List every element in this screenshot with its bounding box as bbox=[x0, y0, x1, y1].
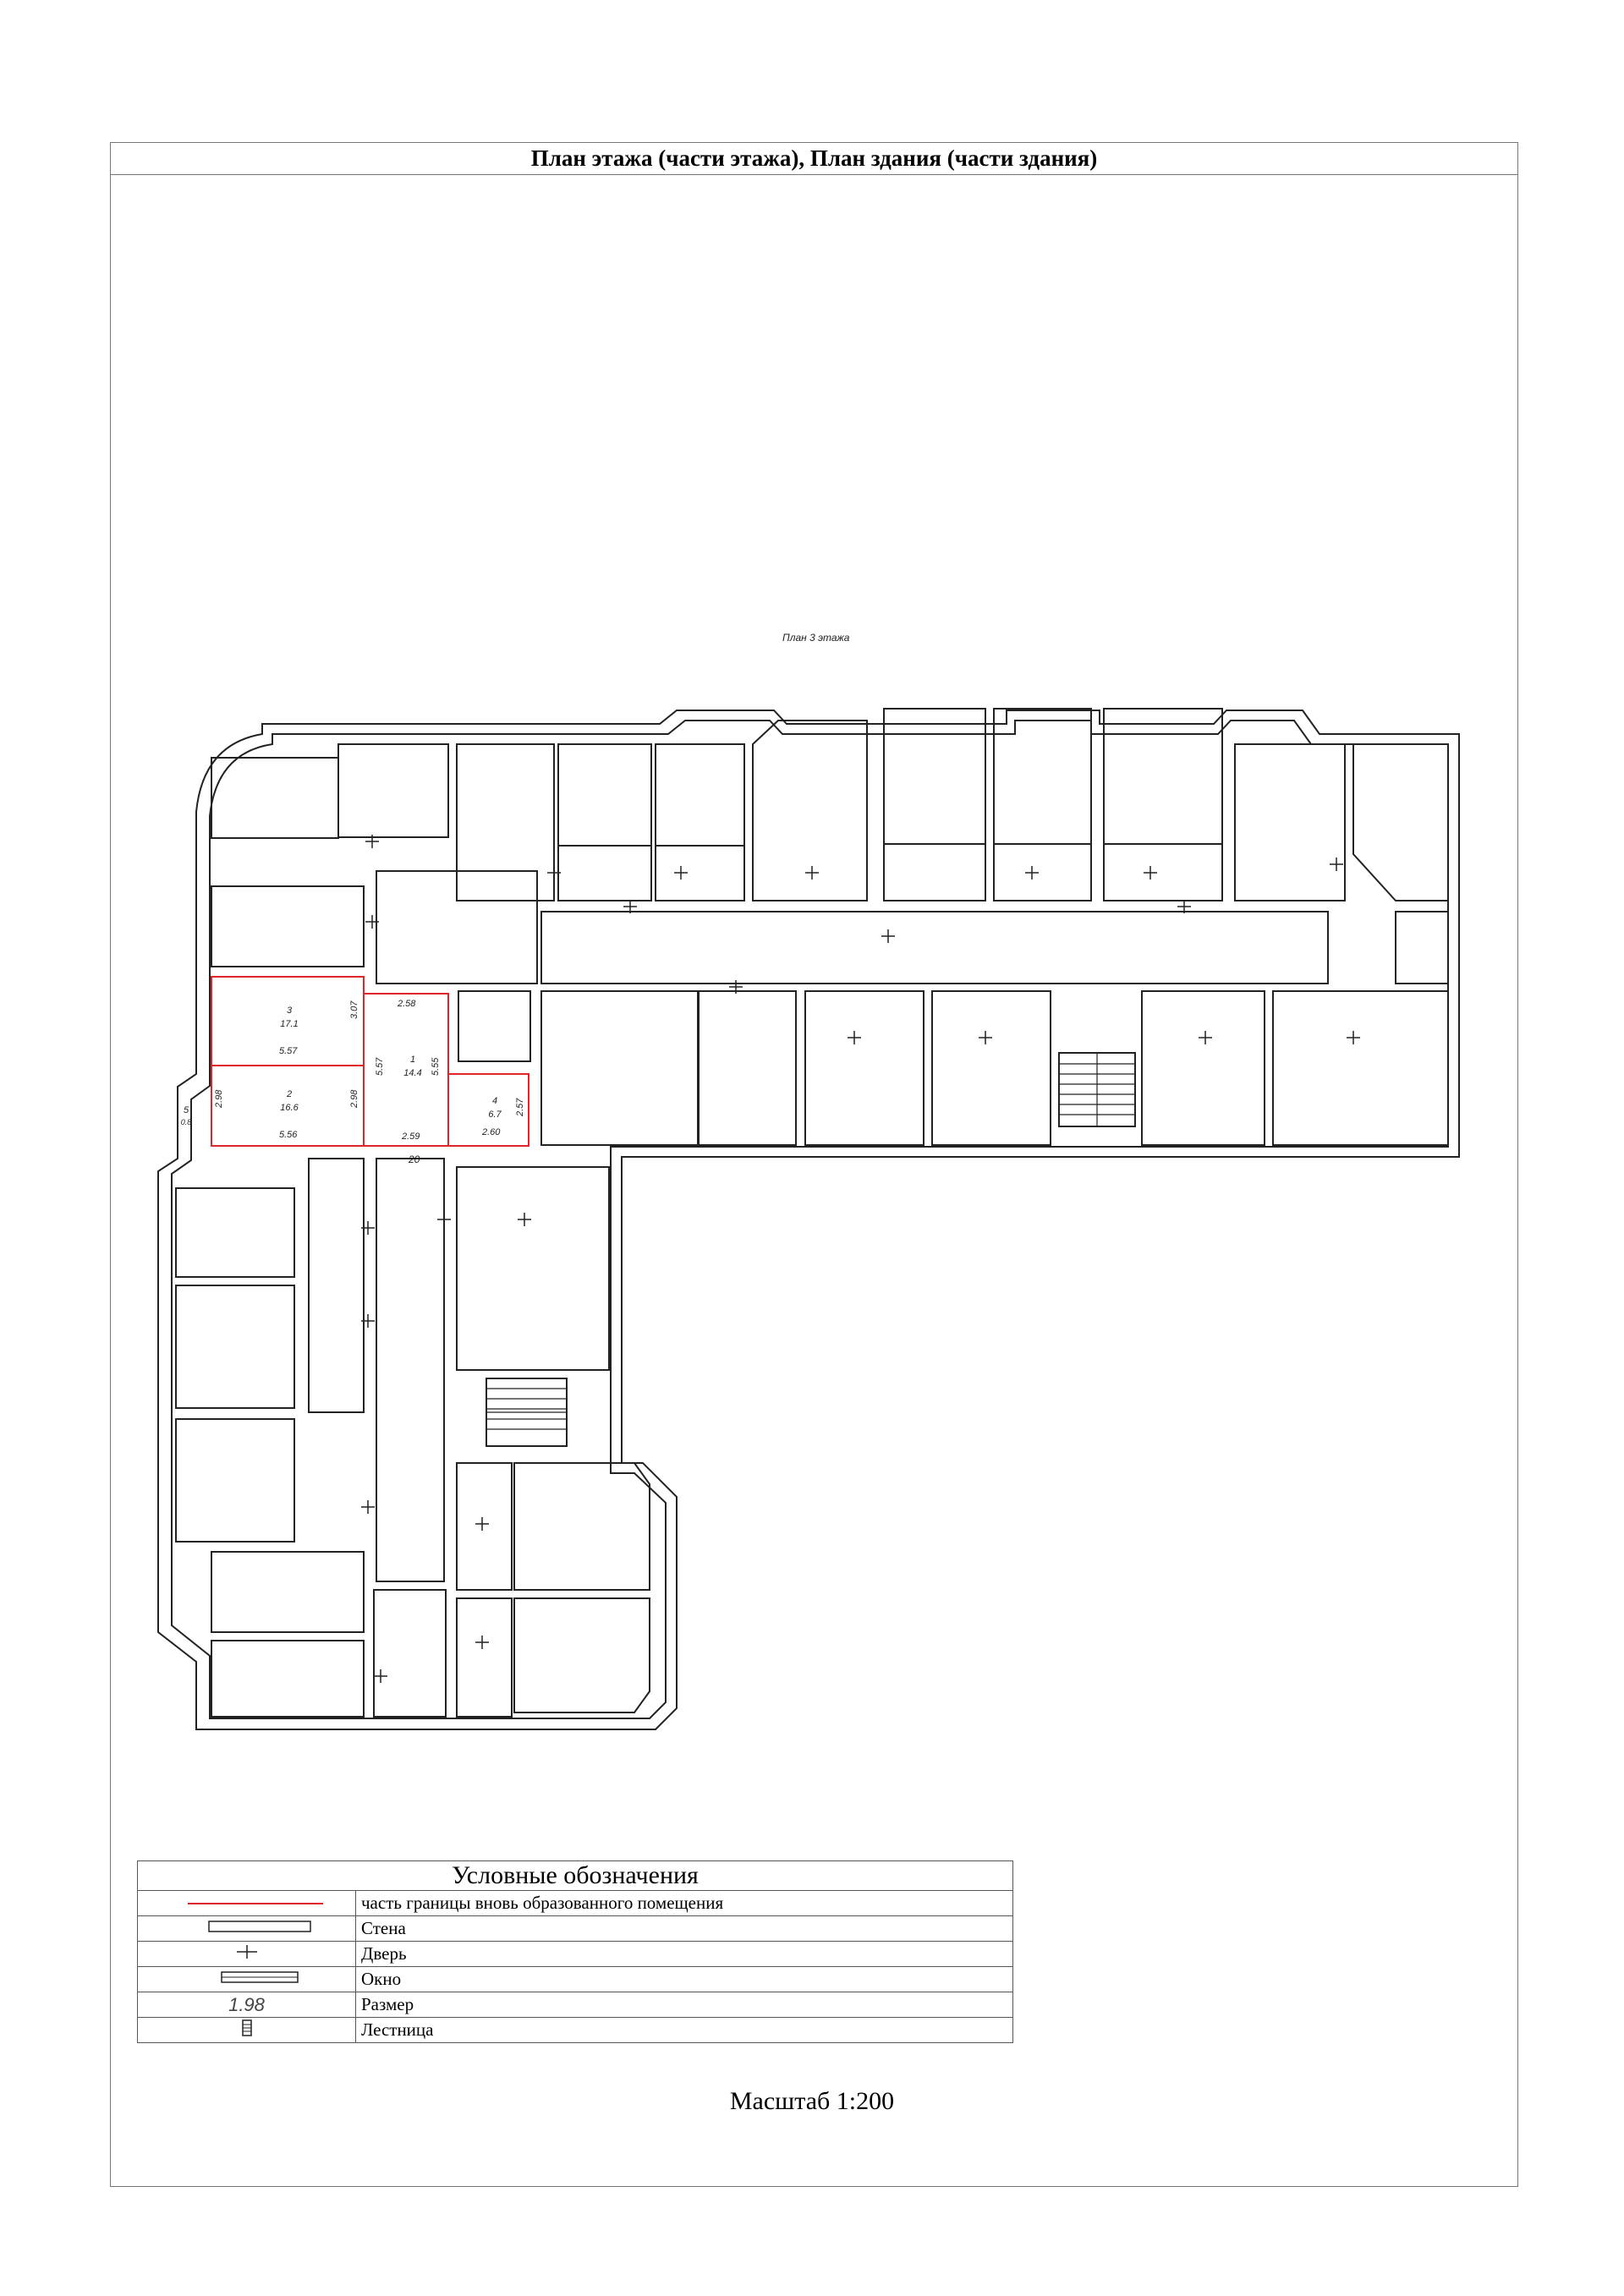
room-outline bbox=[994, 709, 1091, 844]
dimension-label: 20 bbox=[409, 1153, 420, 1165]
room-outline bbox=[514, 1463, 650, 1590]
room-outline bbox=[753, 721, 867, 901]
room-outline bbox=[176, 1285, 294, 1408]
legend-label: Дверь bbox=[356, 1942, 1013, 1967]
room-outline bbox=[558, 744, 651, 846]
corridor bbox=[541, 912, 1328, 984]
door-icon bbox=[138, 1942, 356, 1967]
dimension-label: 2.58 bbox=[398, 999, 416, 1009]
room-outline bbox=[1235, 744, 1345, 901]
room-outline bbox=[374, 1590, 446, 1717]
dimension-label: 2.57 bbox=[515, 1098, 525, 1116]
outer-wall bbox=[158, 710, 1459, 1729]
dimension-label: 5.57 bbox=[375, 1057, 385, 1076]
room-outline bbox=[211, 886, 364, 967]
sheet-title: План этажа (части этажа), План здания (части здания) bbox=[111, 143, 1517, 175]
legend-label: часть границы вновь образованного помещения bbox=[356, 1891, 1013, 1916]
room-outline bbox=[994, 844, 1091, 901]
room-outline bbox=[211, 1552, 364, 1632]
dimension-label: 2.98 bbox=[349, 1089, 359, 1108]
dimension-label: 2.60 bbox=[482, 1127, 501, 1137]
scale-label: Масштаб 1:200 bbox=[729, 2087, 895, 2115]
room-number: 3 bbox=[286, 1006, 293, 1016]
room-outline bbox=[211, 1641, 364, 1717]
room-outline bbox=[1273, 991, 1448, 1145]
legend-title: Условные обозначения bbox=[138, 1861, 1013, 1891]
red-line-icon bbox=[138, 1891, 356, 1916]
legend-label: Лестница bbox=[356, 2018, 1013, 2043]
room-outline bbox=[1396, 912, 1448, 984]
room-outline bbox=[176, 1419, 294, 1542]
room-number: 1 bbox=[409, 1055, 416, 1065]
room-outline bbox=[1104, 709, 1222, 844]
room-area: 16.6 bbox=[280, 1103, 299, 1113]
room-number: 5 bbox=[183, 1105, 189, 1115]
room-outline bbox=[457, 1463, 512, 1590]
room-number: 4 bbox=[491, 1096, 498, 1106]
legend-label: Окно bbox=[356, 1967, 1013, 1992]
room-outline bbox=[211, 758, 338, 838]
wall-icon bbox=[138, 1916, 356, 1942]
room-outline bbox=[458, 991, 530, 1061]
legend-table bbox=[137, 1860, 1013, 2043]
room-outline bbox=[1142, 991, 1265, 1145]
room-area: 17.1 bbox=[280, 1019, 299, 1029]
room-area: 0.8 bbox=[180, 1118, 192, 1126]
stair-treads bbox=[486, 1053, 1135, 1429]
room-number: 2 bbox=[286, 1089, 293, 1099]
room-outline bbox=[558, 846, 651, 901]
dimension-icon: 1.98 bbox=[138, 1992, 356, 2018]
legend-label: Стена bbox=[356, 1916, 1013, 1942]
dimension-label: 3.07 bbox=[349, 1000, 359, 1019]
room-outline bbox=[541, 991, 698, 1145]
room-area: 14.4 bbox=[403, 1068, 422, 1078]
room-outline bbox=[699, 991, 796, 1145]
window-icon bbox=[138, 1967, 356, 1992]
room-outline bbox=[457, 1598, 512, 1717]
room-outline bbox=[1104, 844, 1222, 901]
room-outline bbox=[656, 744, 744, 846]
room-outline bbox=[457, 744, 554, 901]
room-outline bbox=[884, 844, 985, 901]
dimension-label: 2.59 bbox=[402, 1132, 420, 1142]
dimension-label: 5.56 bbox=[279, 1130, 298, 1140]
dimension-label: 2.98 bbox=[214, 1089, 224, 1108]
room-outline bbox=[805, 991, 924, 1145]
room-outline bbox=[176, 1188, 294, 1277]
room-outline bbox=[656, 846, 744, 901]
room-outline bbox=[338, 744, 448, 837]
stair-icon bbox=[138, 2018, 356, 2043]
legend-label: Размер bbox=[356, 1992, 1013, 2018]
floor-label: План 3 этажа bbox=[782, 632, 850, 644]
dimension-label: 5.57 bbox=[279, 1046, 298, 1056]
room-outline bbox=[1353, 744, 1448, 901]
room-outline bbox=[884, 709, 985, 844]
room-outline bbox=[457, 1167, 609, 1370]
room-outline bbox=[309, 1159, 364, 1412]
corridor bbox=[376, 1159, 444, 1581]
room-outline bbox=[514, 1598, 650, 1712]
room-area: 6.7 bbox=[488, 1110, 502, 1120]
dimension-label: 5.55 bbox=[431, 1057, 441, 1076]
room-outline bbox=[932, 991, 1051, 1145]
